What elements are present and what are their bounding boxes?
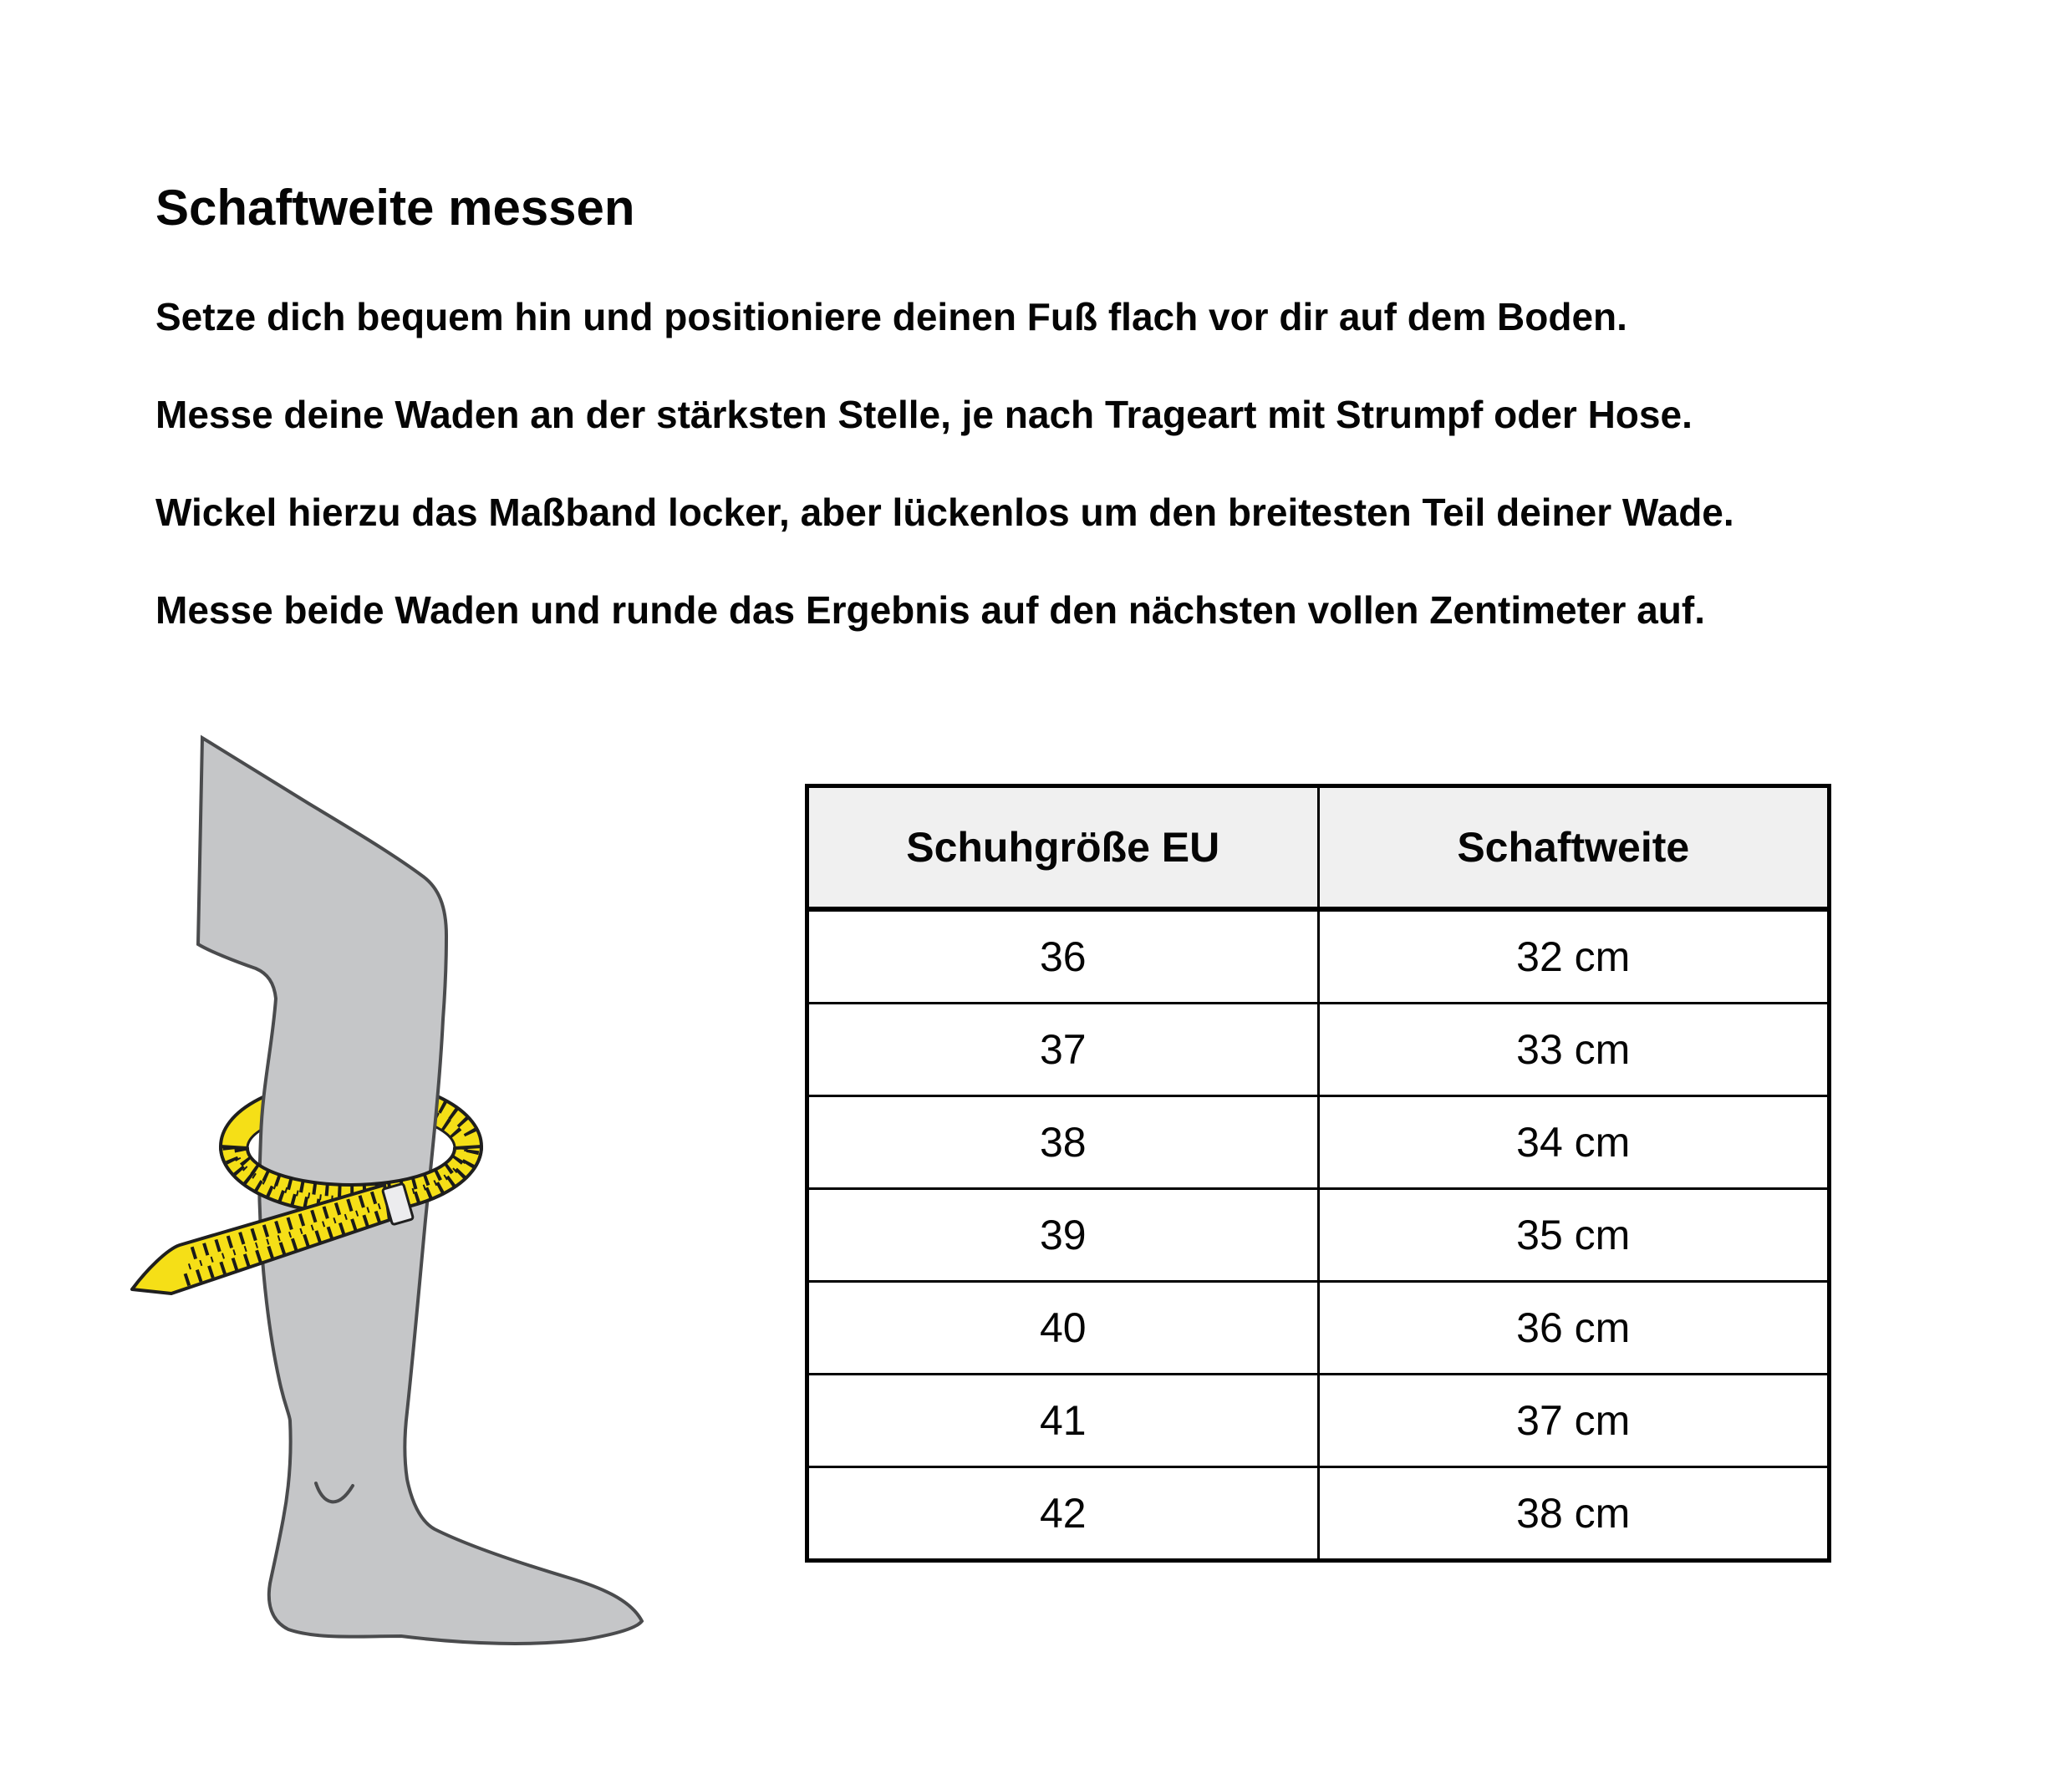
shoe-size-cell: 36 bbox=[807, 909, 1319, 1004]
table-row bbox=[807, 1467, 1830, 1561]
shoe-size-cell: 42 bbox=[807, 1467, 1319, 1561]
table-row bbox=[807, 1004, 1830, 1096]
table-row bbox=[807, 1375, 1830, 1467]
instruction-line-4: Messe beide Waden und runde das Ergebnis auf den nächsten vollen Zentimeter auf. bbox=[155, 588, 1705, 632]
instruction-line-3: Wickel hierzu das Maßband locker, aber lückenlos um den breitesten Teil deiner Wade. bbox=[155, 490, 1734, 534]
instruction-line-2: Messe deine Waden an der stärksten Stelle, je nach Trageart mit Strumpf oder Hose. bbox=[155, 393, 1693, 436]
shoe-size-cell: 37 bbox=[807, 1004, 1319, 1096]
size-table-header-row bbox=[807, 786, 1830, 910]
column-header-shaft-width: Schaftweite bbox=[1318, 786, 1830, 910]
instruction-line-1: Setze dich bequem hin und positioniere deinen Fuß flach vor dir auf dem Boden. bbox=[155, 295, 1627, 338]
shaft-width-cell: 37 cm bbox=[1318, 1375, 1830, 1467]
shoe-size-cell: 39 bbox=[807, 1189, 1319, 1282]
shaft-width-cell: 35 cm bbox=[1318, 1189, 1830, 1282]
leg-with-measuring-tape-icon bbox=[117, 727, 702, 1696]
table-row bbox=[807, 1282, 1830, 1375]
shoe-size-cell: 41 bbox=[807, 1375, 1319, 1467]
calf-measurement-figure bbox=[117, 727, 702, 1696]
shaft-width-cell: 32 cm bbox=[1318, 909, 1830, 1004]
shaft-width-cell: 36 cm bbox=[1318, 1282, 1830, 1375]
shaft-width-cell: 34 cm bbox=[1318, 1096, 1830, 1189]
shoe-size-cell: 38 bbox=[807, 1096, 1319, 1189]
shoe-size-cell: 40 bbox=[807, 1282, 1319, 1375]
shaft-width-cell: 38 cm bbox=[1318, 1467, 1830, 1561]
page-title: Schaftweite messen bbox=[155, 180, 635, 236]
table-row bbox=[807, 1096, 1830, 1189]
shaft-width-cell: 33 cm bbox=[1318, 1004, 1830, 1096]
size-table bbox=[805, 784, 1831, 1563]
column-header-shoe-size: Schuhgröße EU bbox=[807, 786, 1319, 910]
table-row bbox=[807, 1189, 1830, 1282]
table-row bbox=[807, 909, 1830, 1004]
